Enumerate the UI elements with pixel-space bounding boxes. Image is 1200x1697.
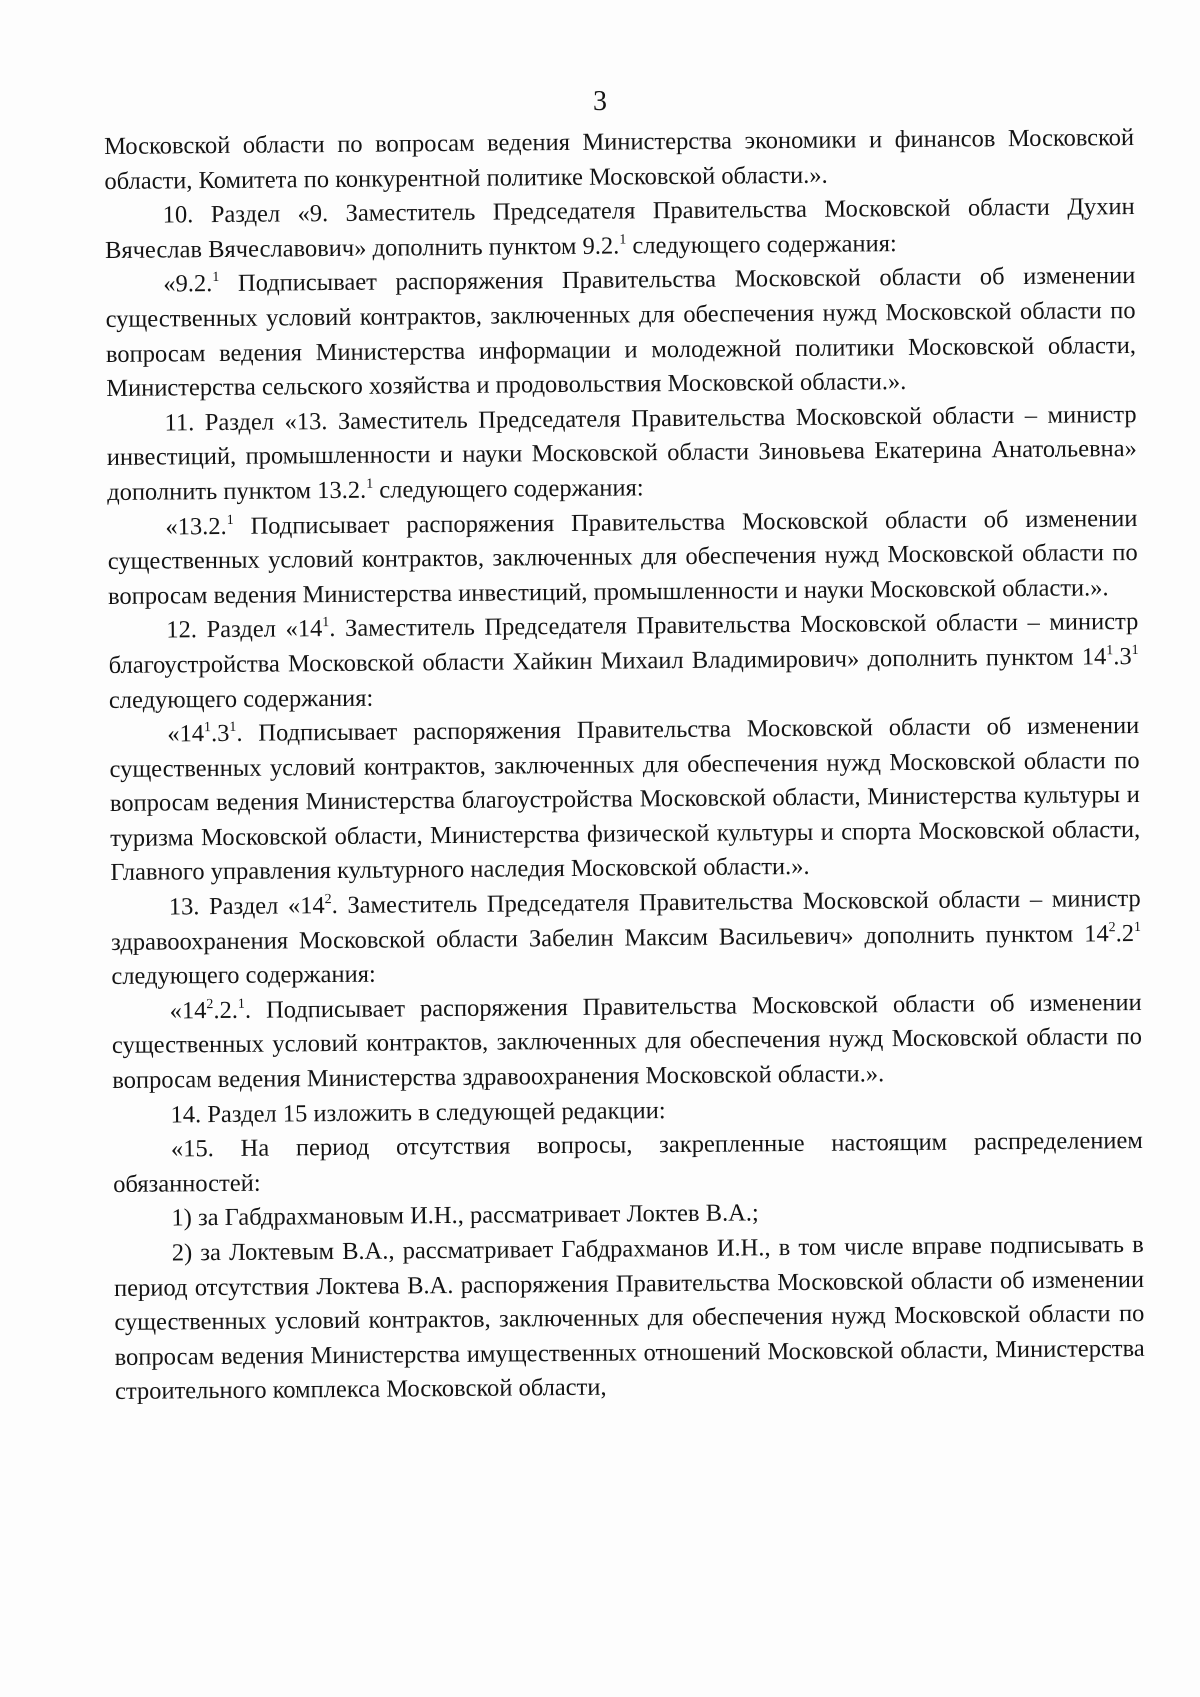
text-run: .2. [213,996,239,1024]
text-run: «14 [169,996,207,1025]
text-run: «9.2. [163,270,213,298]
text-run: 13. Раздел «14 [168,892,325,921]
superscript: 2 [1108,919,1116,935]
text-run: следующего содержания: [108,684,374,714]
paragraph-item-11 [106,398,1137,511]
text-run: Подписывает распоряжения Правительства Московской области об изменении существенных условий контрактов, заключенных для обеспечения нужд Московской области по вопросам ведения Министерства инвестиций, промышленности и науки Московской области.». [107,504,1138,610]
superscript: 1 [229,719,237,736]
text-run: «13.2. [165,512,227,541]
superscript: 1 [619,232,627,248]
text-run: Подписывает распоряжения Правительства Московской области об изменении существенных условий контрактов, заключенных для обеспечения нужд Московской области по вопросам ведения Министерства информации и молодежной политики Московской области, Министерства сельского хозяйства и продовольствия Московской области.». [105,262,1137,403]
superscript: 1 [322,615,330,631]
text-run: «14 [167,720,205,748]
paragraph-quote-13-2-1 [107,502,1138,615]
paragraph-item-14: 14. Раздел 15 изложить в следующей редакции: [170,1096,666,1129]
paragraph-quote-15: «15. На период отсутствия вопросы, закрепленные настоящим распределением обязанностей: [113,1127,1143,1198]
list-item-2: 2) за Локтевым В.А., рассматривает Габдрахманов И.Н., в том числе вправе подписывать в период отсутствия Локтева В.А. распоряжения Правительства Московской области об изменении существенных условий контрактов, заключенных для обеспечения нужд Московской области по вопросам ведения Министерства имущественных отношений Московской области, Министерства строительного комплекса Московской области, [113,1230,1145,1406]
superscript: 1 [212,270,220,286]
text-run: 12. Раздел «14 [166,615,323,644]
superscript: 2 [206,996,214,1012]
superscript: 1 [1133,919,1142,935]
paragraph-quote-9-2-1 [105,259,1136,406]
paragraph-quote-14-2-2-1 [112,986,1143,1099]
text-run: следующего содержания: [373,474,644,504]
paragraph-item-12 [108,605,1139,718]
list-item-1: 1) за Габдрахмановым И.Н., рассматривает Локтев В.А.; [171,1199,759,1232]
paragraph-item-10 [105,190,1136,268]
superscript: 1 [203,720,212,736]
text-run: 10. Раздел «9. Заместитель Председателя Правительства Московской области Духин Вячеслав Вячеславович» дополнить пунктом 9.2. [104,193,1135,264]
superscript: 1 [226,512,234,528]
text-run: .3 [210,720,230,748]
superscript: 2 [324,892,332,908]
text-run: . Подписывает распоряжения Правительства Московской области об изменении существенных условий контрактов, заключенных для обеспечения нужд Московской области по вопросам ведения Министерства благоустройства Московской области, Министерства культуры и туризма Московской области, Министерства физической культуры и спорта Московской области, Главного управления культурного наследия Московской области.». [109,712,1141,887]
text-run: . Подписывает распоряжения Правительства Московской области об изменении существенных условий контрактов, заключенных для обеспечения нужд Московской области по вопросам ведения Министерства здравоохранения Московской области.». [111,988,1143,1094]
text-run: . Заместитель Председателя Правительства Московской области – министр здравоохранения Московской области Забелин Максим Васильевич» дополнить пунктом 14 [110,885,1141,956]
text-run: 11. Раздел «13. Заместитель Председателя Правительства Московской области – министр инвестиций, промышленности и науки Московской области Зиновьева Екатерина Анатольевна» дополнить пунктом 13.2. [106,400,1137,506]
page-number: 3 [593,86,607,117]
paragraph-quote-14-1-3-1 [109,709,1140,891]
superscript: 1 [1106,643,1114,659]
text-run: следующего содержания: [111,960,376,991]
text-run: .3 [1113,642,1132,671]
text-run: .2 [1115,919,1135,947]
paragraph-item-13 [111,882,1142,995]
paragraph-continuation: Московской области по вопросам ведения Министерства экономики и финансов Московской области, Комитета по конкурентной политике Московской области.». [104,124,1135,195]
superscript: 1 [366,476,374,492]
superscript: 1 [1131,642,1139,658]
document-body [104,121,1145,1410]
superscript: 1 [237,996,245,1012]
text-run: следующего содержания: [626,229,897,260]
text-run: . Заместитель Председателя Правительства Московской области – министр благоустройства Московской области Хайкин Михаил Владимирович» дополнить пунктом 14 [108,608,1139,679]
